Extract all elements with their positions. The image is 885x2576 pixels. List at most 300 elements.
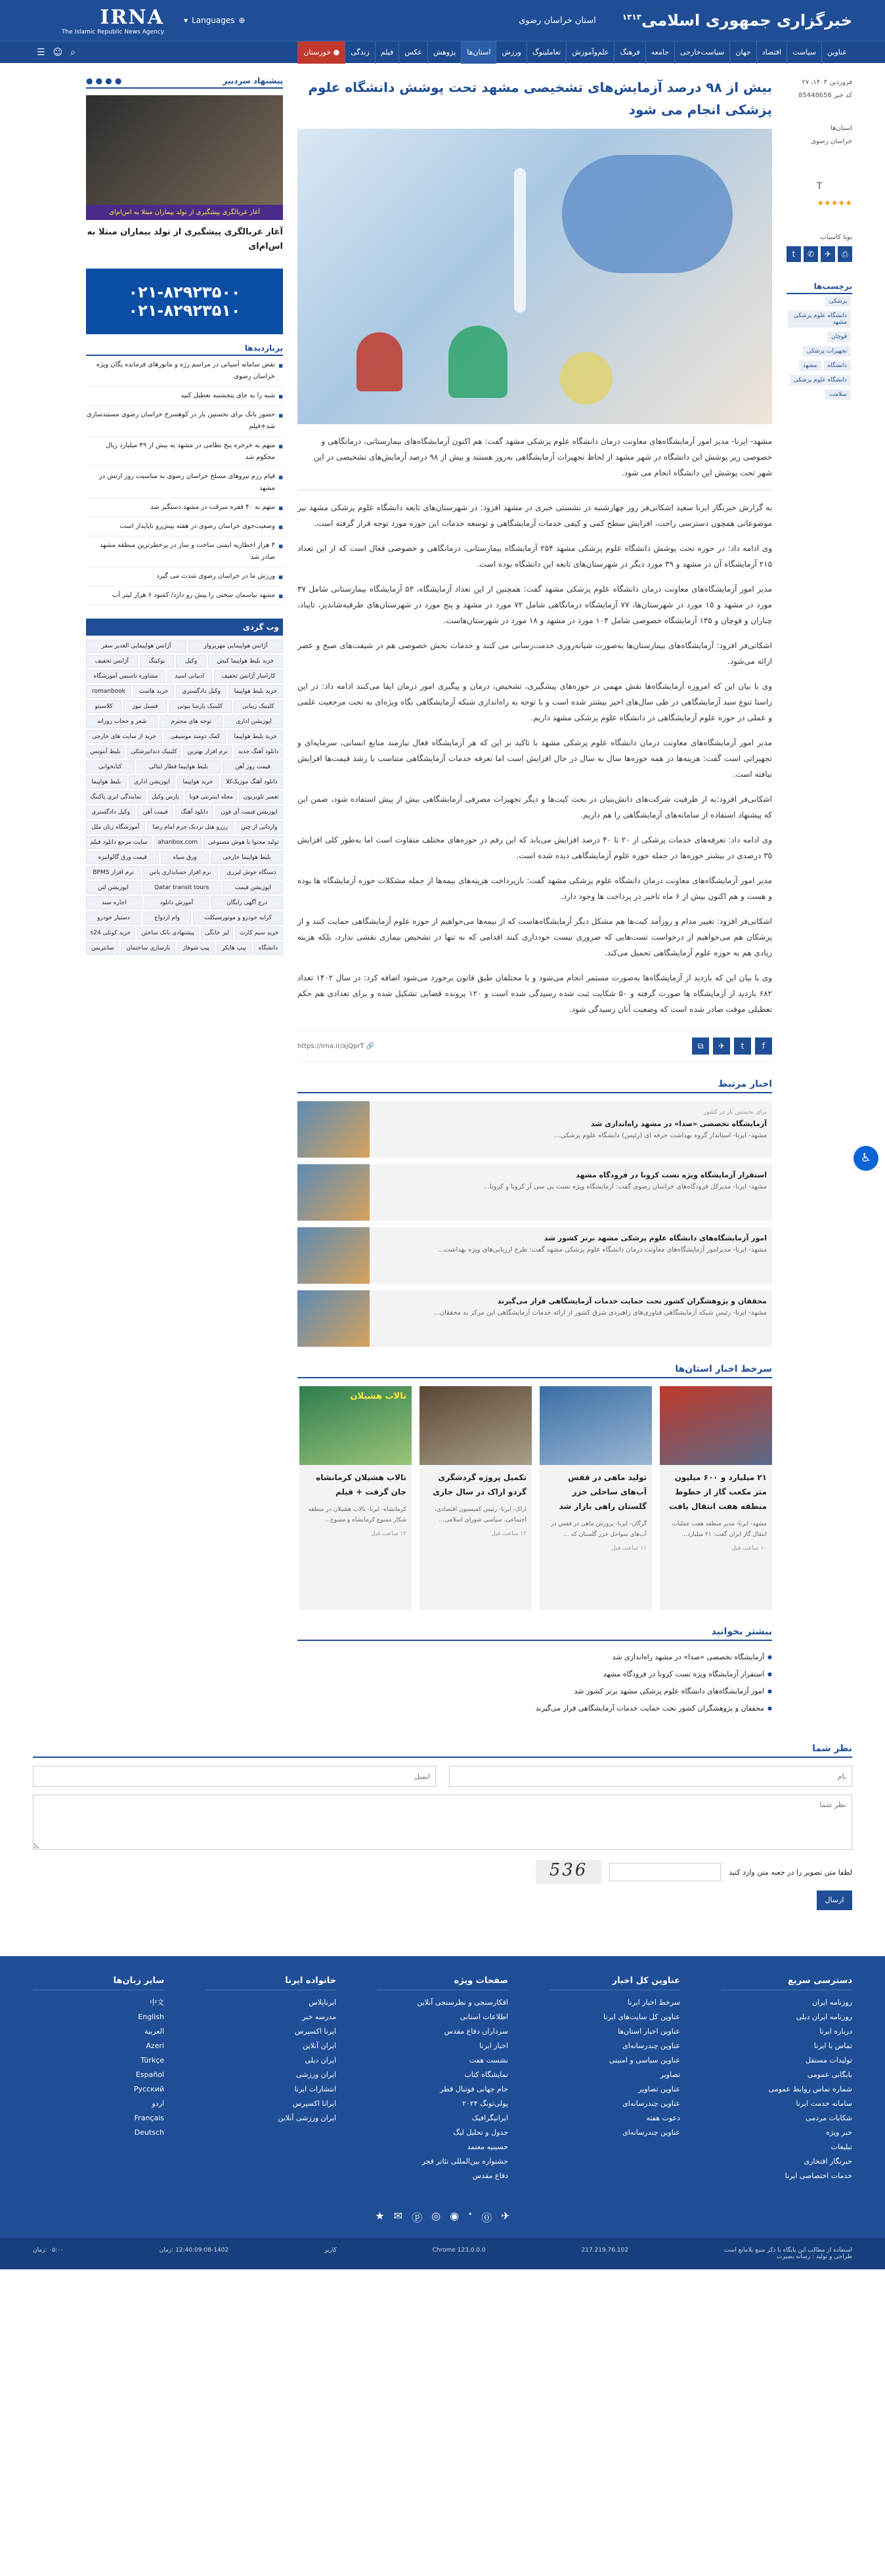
chevron-down-icon: ▾ bbox=[184, 16, 188, 25]
captcha-image: 536 bbox=[536, 1860, 601, 1884]
comments-title: نظر شما bbox=[33, 1743, 852, 1758]
footer-column bbox=[377, 1976, 508, 2183]
nav-item-13[interactable]: فیلم bbox=[375, 41, 399, 64]
related-text bbox=[378, 1227, 772, 1284]
ip-label: 217.219.76.102 bbox=[581, 2247, 629, 2254]
popular-title: پربازدیدها bbox=[244, 343, 283, 353]
headlines-title: سرخط اخبار استان‌ها bbox=[297, 1364, 772, 1378]
social-icon[interactable]: ◉ bbox=[450, 2210, 460, 2222]
captcha-input[interactable] bbox=[609, 1863, 721, 1881]
footer-link[interactable]: شکایات مردمی bbox=[806, 2114, 852, 2122]
nav-item-3[interactable]: جهان bbox=[729, 41, 756, 64]
web-link[interactable]: پیپ هایکر bbox=[217, 942, 251, 955]
web-link[interactable]: مجله اینترنتی فوتا bbox=[185, 791, 237, 804]
web-link[interactable]: بلیط هواپیما خارجی bbox=[211, 851, 283, 864]
web-link[interactable]: بوکینگ bbox=[140, 655, 174, 668]
web-link[interactable]: دانلود آهنگ موزیک‌کلا bbox=[221, 775, 283, 789]
related-title[interactable]: آزمایشگاه تخصصی «صدا» در مشهد راه‌اندازی شد bbox=[590, 1120, 767, 1128]
news-code: کد خبر 85448656 bbox=[798, 92, 852, 99]
related-list bbox=[297, 1101, 772, 1347]
footer-link[interactable]: خبرنگار افتخاری bbox=[804, 2157, 852, 2166]
footer-link[interactable]: عناوین اخبار استان‌ها bbox=[618, 2027, 680, 2036]
popular-item[interactable]: ■ شبه را به جای پنجشنبه تعطیل کنید bbox=[86, 387, 283, 406]
more-item[interactable]: ● استقرار آزمایشگاه ویژه تست کرونا در فرودگاه مشهد bbox=[297, 1666, 772, 1683]
web-link[interactable]: وکیل bbox=[176, 655, 206, 668]
footer-link[interactable]: عناوین چندرسانه‌ای bbox=[622, 2099, 680, 2108]
headline-time: ۱۲ ساعت قبل bbox=[371, 1531, 406, 1537]
suggested-title: پیشنهاد سردبیر bbox=[223, 76, 283, 85]
top-bar bbox=[0, 0, 885, 41]
web-link[interactable]: آموزشگاه زبان ملل bbox=[86, 821, 145, 834]
footer-link[interactable]: Türkçe bbox=[140, 2056, 164, 2064]
web-link[interactable]: romanbook bbox=[86, 685, 131, 698]
web-link[interactable]: آژانس هواپیمایی مهرپرواز bbox=[188, 640, 283, 653]
footer-link[interactable]: روزنامه ایران دیلی bbox=[796, 2013, 852, 2021]
nav-item-8[interactable]: تعاملینوگ bbox=[527, 41, 566, 64]
headline-image[interactable] bbox=[660, 1386, 772, 1465]
name-input[interactable] bbox=[449, 1766, 852, 1787]
province-label[interactable]: استان خراسان رضوی bbox=[519, 15, 596, 26]
web-link[interactable]: آموزش دانلود bbox=[144, 896, 209, 909]
tag-item[interactable]: قوچان bbox=[827, 332, 851, 342]
web-link[interactable]: وارداتی از چین bbox=[236, 821, 284, 834]
telegram-icon[interactable]: ✈ bbox=[713, 1037, 730, 1055]
footer-link[interactable]: اردو bbox=[152, 2099, 164, 2108]
web-link[interactable]: خرید از سایت های خارجی bbox=[86, 730, 162, 743]
footer-column bbox=[549, 1976, 680, 2183]
suggested-caption[interactable]: آغاز غربالگری پیشگیری از تولد بیماران مبتلا به اس‌ام‌ای bbox=[87, 227, 283, 251]
comment-textarea[interactable] bbox=[33, 1795, 852, 1850]
web-link[interactable]: پیشنهادی بانک ساختن bbox=[137, 927, 199, 940]
article-paragraph: مدیر امور آزمایشگاه‌های معاونت درمان دانشگاه علوم پزشکی مشهد گفت: همچنین از این تعداد آزمایشگاه، ۵۳ آزمایشگاه بیمارستانی شامل ۳۷ مورد در مشهد و ۱۵ مورد در شهرستان‌ها، ۷۷ آزمایشگاه درمانگاهی شامل ۷۲ مورد در مشهد و پنج مورد در شهرستان‌های طرقبه‌شاندیز، تایباد، چناران و قوچان و ۱۳۵ آزمایشگاه خصوصی شامل ۱۰۴ مورد در مشهد و ۱۸ مورد در شهرستان‌هاست. bbox=[297, 584, 773, 625]
tag-item[interactable]: مشهد bbox=[799, 360, 821, 371]
footer-link[interactable]: Pусский bbox=[133, 2085, 164, 2093]
web-link[interactable]: وام ازدواج bbox=[143, 911, 191, 925]
comment-form bbox=[33, 1743, 852, 1910]
related-summary: مشهد- ایرنا- مدیرکل فرودگاه‌های خراسان رضوی گفت: آزمایشگاه ویژه تست پی سی آر کرونا و کرونا... bbox=[483, 1183, 767, 1190]
footer-link[interactable]: دفاع مقدس bbox=[472, 2172, 508, 2180]
footer-link[interactable]: Deutsch bbox=[134, 2128, 164, 2137]
footer-link[interactable]: درباره ایرنا bbox=[819, 2027, 852, 2036]
web-link[interactable]: قیمت آهن bbox=[137, 806, 173, 819]
web-link[interactable]: کلاسیتو bbox=[86, 700, 121, 713]
related-text bbox=[378, 1290, 772, 1347]
headlines-list bbox=[297, 1386, 772, 1609]
social-icon[interactable]: ✉ bbox=[393, 2210, 403, 2222]
popular-list bbox=[86, 356, 283, 605]
headline-summary: گرگان- ایرنا- پرورش ماهی در قفس در آب‌های سواحل خزر گلستان که ... bbox=[551, 1521, 647, 1538]
article-paragraph: مدیر امور آزمایشگاه‌های معاونت درمان دانشگاه علوم پزشکی مشهد گفت: بازپرداخت هزینه‌های بیمه‌ها از جمله مشکلات حوزه آزمایشگاه ها بوده و هست و هم اکنون بیش از ۶ ماه تاخیر در پرداخت ها وجود دارد. bbox=[297, 876, 772, 901]
related-item[interactable] bbox=[297, 1101, 772, 1158]
web-link[interactable]: قیمت روز آهن bbox=[223, 760, 283, 774]
related-item[interactable] bbox=[297, 1227, 772, 1284]
footer-link[interactable]: عناوین چندرسانه‌ای bbox=[622, 2041, 680, 2050]
social-icon[interactable]: ✈ bbox=[501, 2210, 510, 2222]
footer-link[interactable]: بایگانی عمومی bbox=[807, 2070, 852, 2079]
footer-link[interactable]: ایران دیلی bbox=[305, 2056, 336, 2064]
footer-link[interactable]: ایران ورزشی bbox=[295, 2070, 336, 2079]
time-label: ۰۵:۰۰ :زمان bbox=[33, 2247, 64, 2254]
headline-image-text: تالاب هشیلان bbox=[350, 1391, 406, 1401]
footer-link[interactable]: ایرنا اکسپرس bbox=[294, 2027, 336, 2036]
accessibility-icon[interactable]: ♿ bbox=[853, 1146, 878, 1171]
article-paragraph: اشکانی‌فر افزود: آزمایشگاه‌های بیمارستان‌ها به‌صورت شبانه‌روزی خدمت‌رسانی می کنند و خدمات بخش خصوصی هم در شیفت‌های صبح و عصر ارائه می‌شود. bbox=[297, 641, 772, 666]
article-paragraph: اشکانی‌فر افزود: تغییر مدام و روزآمد کیت‌ها هم مشکل دیگر آزمایشگاه‌هاست که از بیمه‌ها می‌خواهیم از حوزه علوم آزمایشگاهی حمایت کنند و از پزشکان هم می‌خواهیم از درخواست تست‌هایی که ضروری نیست خودداری کنند اقدامی که نه تنها در تشخیص بیماری نقشی ندارد، بلکه هزینه زیادی هم به حوزه علوم آزمایشگاهی تحمیل می‌کند. bbox=[297, 917, 772, 957]
footer-link[interactable]: ایرانیگرافیک bbox=[471, 2114, 508, 2122]
nav-item-2[interactable]: اقتصاد bbox=[756, 41, 787, 64]
web-link[interactable]: دستیار خودرو bbox=[86, 911, 141, 925]
web-link[interactable]: اپوزیشن لتن bbox=[86, 881, 140, 894]
share-buttons bbox=[787, 246, 852, 262]
web-link[interactable]: توجه های محترم bbox=[160, 715, 223, 728]
web-link[interactable]: لیز خانگی bbox=[201, 927, 234, 940]
footer-link[interactable]: اطلاعات استانی bbox=[460, 2013, 508, 2021]
nav-item-9[interactable]: ورزش bbox=[496, 41, 526, 64]
more-title: بیشتر بخوانید bbox=[297, 1626, 772, 1641]
whatsapp-icon[interactable]: ✆ bbox=[804, 246, 818, 262]
headline-title[interactable]: تولید ماهی در قفس آب‌های ساحلی خزر گلستان راهی بازار شد bbox=[559, 1473, 647, 1511]
footer-link[interactable]: جدول و تحلیل لیگ bbox=[453, 2128, 508, 2137]
footer-link[interactable]: ایرانا اکسپرس bbox=[292, 2099, 336, 2108]
article-body bbox=[297, 500, 772, 1017]
footer-link[interactable]: Español bbox=[135, 2070, 164, 2079]
related-thumb[interactable] bbox=[297, 1227, 370, 1284]
footer-link[interactable]: شماره تماس روابط عمومی bbox=[768, 2085, 852, 2093]
email-input[interactable] bbox=[33, 1766, 436, 1787]
share-bar bbox=[297, 1030, 772, 1062]
language-selector[interactable]: ⊕ Languages ▾ bbox=[184, 16, 246, 25]
web-link[interactable]: خرید بلیط هواپیما bbox=[228, 730, 283, 743]
nav-item-1[interactable]: سیاست bbox=[787, 41, 821, 64]
nav-live[interactable]: ● خوزستان bbox=[297, 41, 345, 64]
captcha-label: لطفا متن تصویر را در جعبه متن وارد کنید bbox=[729, 1867, 852, 1877]
font-size-icon[interactable]: T bbox=[816, 181, 823, 192]
article-paragraph: اشکانی‌فر افزود‌:به از ظرفیت شرکت‌های دانش‌بنیان در بحث کیت‌ها و دیگر تجهیزات مصرفی آزمایشگاهی بیش از پیش استفاده شود، ضمن این که پیشنهاد استفاده از سامانه‌های آزمایشگاهی را هم داریم. bbox=[297, 795, 772, 819]
popular-item[interactable]: ■ وضعیت‌جوی خراسان رضوی در هفته پیش‌رو ناپایدار است bbox=[86, 517, 283, 536]
phone-banner[interactable]: ۰۲۱-۸۲۹۲۳۵۰۰ ۰۲۱-۸۲۹۲۳۵۱۰ bbox=[86, 269, 283, 334]
related-title[interactable]: محققان و پژوهشگران کشور تحت حمایت خدمات آزمایشگاهی قرار می‌گیرند bbox=[497, 1297, 767, 1305]
related-title: اخبار مرتبط bbox=[297, 1079, 772, 1093]
footer-link[interactable]: ایرناپلاس bbox=[309, 1998, 336, 2007]
web-link[interactable]: قیمت ورق گالوانیزه bbox=[86, 851, 159, 864]
link-icon: 🔗 bbox=[364, 1042, 375, 1050]
irna-logo[interactable]: IRNA The Islamic Republic News Agency bbox=[62, 5, 164, 35]
suggested-image[interactable]: آغاز غربالگری پیشگیری از تولد بیماران مبتلا به اس‌ام‌ای bbox=[86, 95, 283, 220]
footer-link[interactable]: پولی‌تونگ ۲۰۲۴ bbox=[462, 2099, 508, 2108]
web-link[interactable]: Qatar transit tours bbox=[142, 881, 221, 894]
web-links bbox=[86, 640, 283, 955]
footer-link[interactable]: انتشارات ایرنا bbox=[294, 2085, 336, 2093]
more-item[interactable]: ● محققان و پژوهشگران کشور تحت حمایت خدمات آزمایشگاهی قرار می‌گیرند bbox=[297, 1700, 772, 1717]
footer-link[interactable]: 中文 bbox=[150, 1998, 164, 2007]
print-icon[interactable]: ⎙ bbox=[838, 246, 852, 262]
web-link[interactable]: اپوزیشن اداری bbox=[225, 715, 283, 728]
footer-link[interactable]: سرداران دفاع مقدس bbox=[444, 2027, 508, 2036]
web-link[interactable]: دستگاه جوش لیزری bbox=[220, 866, 283, 879]
popular-item[interactable]: ■ نقض سامانه آسیاتی در مراسم رژه و مانورهای فرمانده یگان ویژه خراسان رضوی bbox=[86, 356, 283, 387]
headline-title[interactable]: تالاب هشیلان کرمانشاه جان گرفت + فیلم bbox=[316, 1473, 406, 1496]
popular-item[interactable]: ■ ۴ هزار اخطاریه ایمنی ساخت و ساز در پرخطرترین منطقه مشهد صادر شد bbox=[86, 536, 283, 567]
nav-item-5[interactable]: جامعه bbox=[645, 41, 674, 64]
footer-link[interactable]: خدمات اختصاصی ایرنا bbox=[785, 2172, 852, 2180]
headline-time: ۱۰ ساعت قبل bbox=[731, 1545, 767, 1552]
headline-summary: اراک- ایرنا- رئیس کمیسیون اقتصادی، اجتماعی، سیاسی شورای اسلامی... bbox=[435, 1506, 527, 1523]
social-icon[interactable]: ◎ bbox=[431, 2210, 441, 2222]
article-paragraph: وی با بیان این که بازدید از آزمایشگاه‌ها به‌صورت مستمر انجام می‌شود و با مختلفان طبق قانون برخورد می‌شود اضافه کرد: در سال ۱۴۰۲ تعداد ۶۸۲ بازدید از آزمایشگاه ها صورت گرفته و ۵۰ شکایت ثبت شده رسیدگی شده است و ۱۲۰ پرونده قضایی تشکیل شده و برای تعدادی هم حکم تعطیلی موقت صادر شده است که وضعیت آنان رسیدگی شود. bbox=[297, 973, 772, 1014]
more-item[interactable]: ● امور آزمایشگاه‌های دانشگاه علوم پزشکی مشهد برتر کشور شد bbox=[297, 1683, 772, 1700]
popular-item[interactable]: ■ قیام رزم نیروهای مسلح خراسان رضوی به مناسبت روز ارتش در مشهد bbox=[86, 468, 283, 498]
facebook-icon[interactable]: f bbox=[755, 1037, 772, 1055]
web-link[interactable]: خرید کوتلی s24 bbox=[86, 927, 135, 940]
footer-link[interactable]: افکارسنجی و نظرسنجی آنلاین bbox=[417, 1998, 508, 2007]
footer-link[interactable]: جشنواره بین‌المللی تئاتر فجر bbox=[421, 2157, 508, 2166]
web-link[interactable]: وکیل دادگستری bbox=[86, 806, 135, 819]
footer-link[interactable]: اخبار ایرنا bbox=[479, 2041, 508, 2050]
telegram-icon[interactable]: ✈ bbox=[821, 246, 835, 262]
related-summary: مشهد- ایرنا- استاندار گروه بهداشت حرفه ای (رئیس) دانشگاه علوم پزشکی... bbox=[554, 1132, 767, 1139]
web-link[interactable]: شعر و حجاب روزانه bbox=[86, 715, 158, 728]
web-link[interactable]: دانشگاه bbox=[253, 942, 283, 955]
article-paragraph: به گزارش خبرنگار ایرنا سعید اشکانی‌فر روز چهارشنبه در نشستی خبری در مشهد افزود: در شهرستان‌های تابعه دانشگاه علوم پزشکی مشهد نیز موضوعاتی همچون دسترسی راحت، افزایش سطح کمی و کیفی خدمات آزمایشگاهی و توسعه خدمات این حوزه مورد توجه قرار گرفته است. bbox=[297, 503, 772, 528]
article-lead: مشهد- ایرنا- مدیر امور آزمایشگاه‌های معاونت درمان دانشگاه علوم پزشکی مشهد گفت: هم اکنون آزمایشگاه‌های بیمارستانی، درمانگاهی و خصوصی زیر پوشش این دانشگاه در شهر مشهد از لحاظ تجهیزات آزمایشگاهی به‌روز هستند و بیش از ۹۸ درصد آزمایش‌های تشخیصی در این شهر تحت پوشش این دانشگاه انجام می‌ شود. bbox=[297, 433, 772, 491]
web-link[interactable]: کتابخوانی bbox=[86, 760, 135, 774]
footer-link[interactable]: ایران آنلاین bbox=[303, 2041, 336, 2050]
web-link[interactable]: کرایه خودرو و موتورسیکلت bbox=[193, 911, 283, 925]
social-icon[interactable]: ⓪ bbox=[481, 2212, 492, 2224]
footer-link[interactable]: English bbox=[138, 2013, 164, 2021]
footer-column bbox=[205, 1976, 336, 2183]
related-summary: مشهد- ایرنا- رئیس شبکه آزمایشگاهی فناوری‌های راهبردی شرق کشور از ارائه خدمات آزمایشگاهی این مرکز به محققان... bbox=[433, 1309, 767, 1317]
related-summary: مشهد- ایرنا- مدیرامور آزمایشگاه‌های معاونت درمان دانشگاه علوم پزشکی مشهد گفت: طرح ارزیابی‌های ویژه بهداشت... bbox=[437, 1246, 767, 1254]
footer-link[interactable]: مدرسه خبر bbox=[302, 2013, 336, 2021]
related-title[interactable]: استقرار آزمایشگاه ویژه تست کرونا در فرودگاه مشهد bbox=[576, 1171, 767, 1179]
web-link[interactable]: رزرو هتل نزدیک حرم امام رضا bbox=[147, 821, 234, 834]
headline-card[interactable] bbox=[420, 1386, 532, 1609]
web-link[interactable]: بلیط هواپیما قطار ایتالی bbox=[137, 760, 221, 774]
web-link[interactable]: ahanbox.com bbox=[154, 836, 202, 849]
headline-image[interactable] bbox=[540, 1386, 652, 1465]
rating-stars[interactable]: ★★★★★ bbox=[817, 198, 852, 207]
popular-item[interactable]: ■ متهم به ۴۰ فقره سرقت در مشهد دستگیر شد bbox=[86, 498, 283, 517]
web-link[interactable]: پارس وکیل bbox=[148, 791, 183, 804]
nav-item-6[interactable]: فرهنگ bbox=[614, 41, 645, 64]
related-text bbox=[378, 1164, 772, 1221]
tag-item[interactable]: تجهیزات پزشکی bbox=[803, 346, 851, 357]
tag-item[interactable]: دانشگاه bbox=[824, 360, 851, 371]
popular-item[interactable]: ■ متهم به خرخره پنج نظامی در مشهد به بیش از ۴۹ میلیارد ریال محکوم شد bbox=[86, 437, 283, 468]
headline-time: ۱۲ ساعت قبل bbox=[491, 1531, 527, 1537]
section-link[interactable]: استان‌ها bbox=[831, 125, 852, 132]
web-link[interactable]: دانلود آهنگ جدید bbox=[234, 745, 283, 758]
web-link[interactable]: آژانس هواپیمایی الغدیر سفر bbox=[86, 640, 186, 653]
footer-link[interactable]: خبر ویژه bbox=[826, 2128, 852, 2137]
web-link[interactable]: اپوزیشن قیمت bbox=[223, 881, 283, 894]
author-label: نوتا کاسیاب bbox=[820, 234, 852, 241]
web-link[interactable]: پیپ شوفاژ bbox=[177, 942, 214, 955]
social-links bbox=[33, 2210, 852, 2225]
social-icon[interactable]: ⓟ bbox=[412, 2212, 423, 2224]
nav-item-14[interactable]: زندگی bbox=[345, 41, 375, 64]
web-link[interactable]: بلیط هواپیما bbox=[86, 775, 127, 789]
footer-column-title: خانواده ایرنا bbox=[205, 1976, 336, 1990]
web-link[interactable]: تعمیر تلویزیون bbox=[239, 791, 283, 804]
headline-title[interactable]: تکمیل پروژه گردشگری گردو اراک در سال جاری bbox=[432, 1473, 527, 1496]
related-thumb[interactable] bbox=[297, 1290, 370, 1347]
headline-card[interactable] bbox=[540, 1386, 652, 1609]
social-icon[interactable]: ★ bbox=[375, 2210, 385, 2222]
web-link[interactable]: اپوزیشن قیمت آی فون bbox=[215, 806, 283, 819]
globe-icon: ⊕ bbox=[238, 16, 246, 25]
tag-item[interactable]: دانشگاه علوم پزشکی مشهد bbox=[788, 311, 851, 328]
article-paragraph: وی ادامه داد: تعرفه‌های خدمات پزشکی از ۲۰ تا ۴۰ درصد افزایش می‌یابد که این رقم در حوزه‌های مختلف متفاوت است اما به‌طور کلی افزایش ۳۵ درصدی در بیشتر حوزه‌ها در جمله حوزه علوم آزمایشگاهی دیده شده است. bbox=[297, 835, 773, 860]
footer-link[interactable]: ایران ورزشی آنلاین bbox=[278, 2114, 336, 2122]
article-image bbox=[297, 129, 772, 424]
web-link[interactable]: دانلود آهنگ bbox=[175, 806, 213, 819]
headline-title[interactable]: ۲۱ میلیارد و ۶۰۰ میلیون متر مکعب گاز از خطوط منطقه هفت انتقال یافت bbox=[669, 1473, 767, 1511]
tags-title: برچسب‌ها bbox=[787, 282, 852, 294]
footer-link[interactable]: سرخط اخبار ایرنا bbox=[628, 1998, 680, 2007]
web-link[interactable]: کلینیک زیبایی bbox=[234, 700, 283, 713]
web-link[interactable]: اپوزیشن اداری bbox=[129, 775, 176, 789]
brand-title[interactable]: خبرگزاری جمهوری اسلامی$^{۱۳۱۳}$ bbox=[622, 11, 852, 30]
footer-link[interactable]: Azeri bbox=[146, 2041, 164, 2050]
popular-item[interactable]: ■ مشهد نیاسمان سخنی را پیش رو دارد/ کمبود ۶ هزار لیتر آب bbox=[86, 586, 283, 605]
nav-item-0[interactable]: عناوین bbox=[821, 41, 852, 64]
web-link[interactable]: فسیل نیوز bbox=[123, 700, 167, 713]
related-title[interactable]: امور آزمایشگاه‌های دانشگاه علوم پزشکی مشهد برتر کشور شد bbox=[544, 1234, 767, 1242]
headline-card[interactable] bbox=[299, 1386, 412, 1609]
headline-summary: مشهد- ایرنا- مدیر منطقه هفت عملیات انتقال گاز ایران گفت: ۲۱ میلیارد... bbox=[672, 1521, 767, 1538]
footer-link[interactable]: روزنامه ایران bbox=[812, 1998, 852, 2007]
user-icon[interactable]: ☺ bbox=[53, 47, 63, 58]
nav-item-4[interactable]: سیاست‌خارجی bbox=[674, 41, 729, 64]
related-kicker: برای نخستین بار در کشور bbox=[703, 1109, 767, 1116]
browser-label: کاربر bbox=[324, 2247, 337, 2254]
headline-summary: کرمانشاه- ایرنا- تالاب هشیلان در منطقه شکار ممنوع کرمانشاه و ممنوع... bbox=[308, 1506, 406, 1523]
web-link[interactable]: خرید هواپیما bbox=[177, 775, 219, 789]
web-link[interactable]: خرید بلیط هواپیما bbox=[228, 685, 283, 698]
web-link[interactable]: نرم افزار حسابداری پاس bbox=[142, 866, 218, 879]
web-link[interactable]: سایت مرجع دانلود فیلم bbox=[86, 836, 152, 849]
nav-item-12[interactable]: عکس bbox=[399, 41, 427, 64]
web-link[interactable]: ادبیاتی اسید bbox=[167, 670, 212, 683]
web-link[interactable]: بازسازی ساختمان bbox=[121, 942, 175, 955]
footer-link[interactable]: عناوین کل سایت‌های ایرنا bbox=[603, 2013, 680, 2021]
web-link[interactable]: خرید بلیط هواپیما کیش bbox=[208, 655, 283, 668]
more-list bbox=[297, 1649, 772, 1717]
subsection-link[interactable]: خراسان رضوی bbox=[811, 138, 852, 145]
web-link[interactable]: کلینیک پارسا بیوتی bbox=[169, 700, 232, 713]
twitter-icon[interactable]: t bbox=[734, 1037, 751, 1055]
footer bbox=[0, 1956, 885, 2238]
nav-item-10[interactable]: استان‌ها bbox=[461, 41, 496, 64]
web-link[interactable]: اجاره سند bbox=[86, 896, 142, 909]
tag-item[interactable]: پزشکی bbox=[825, 296, 851, 307]
web-link[interactable]: ورق سیاه bbox=[161, 851, 209, 864]
related-item[interactable] bbox=[297, 1290, 772, 1347]
web-link[interactable]: بلیط آنتونس bbox=[86, 745, 125, 758]
nav-item-7[interactable]: علم‌وآموزش bbox=[566, 41, 614, 64]
article-meta-column bbox=[787, 76, 852, 1717]
footer-link[interactable]: تبلیغات bbox=[831, 2143, 852, 2151]
headline-image[interactable] bbox=[420, 1386, 532, 1465]
footer-link[interactable]: دعوت هفته bbox=[646, 2114, 680, 2122]
article-column bbox=[297, 76, 772, 1717]
more-item[interactable]: ● آزمایشگاه تخصصی «صدا» در مشهد راه‌اندازی شد bbox=[297, 1649, 772, 1666]
web-link[interactable]: درج آگهی رایگان bbox=[211, 896, 283, 909]
web-link[interactable]: خرید سیم‌ کارت bbox=[235, 927, 283, 940]
web-link[interactable]: نمایندگی ایزی پاکینگ bbox=[86, 791, 146, 804]
footer-column bbox=[33, 1976, 164, 2183]
headline-card[interactable] bbox=[660, 1386, 772, 1609]
popular-item[interactable]: ■ حضور بانک برای نخستین بار در کوهسرخ خراسان رضوی مستندسازی شد+فیلم bbox=[86, 406, 283, 437]
footer-link[interactable]: العربية bbox=[144, 2027, 164, 2036]
carousel-dots[interactable]: ● ● ● ● bbox=[86, 76, 122, 85]
load-label: 12:40:09:08-1402 :زمان bbox=[159, 2247, 229, 2254]
footer-link[interactable]: عناوین سیاسی و امنیتی bbox=[609, 2056, 680, 2064]
social-icon[interactable]: ᐩ bbox=[468, 2210, 473, 2222]
publish-date: فروردین ۱۴۰۳، ۲۷ bbox=[802, 79, 852, 86]
related-thumb[interactable] bbox=[297, 1101, 370, 1158]
footer-link[interactable]: سامانه خدمت ایرنا bbox=[796, 2099, 852, 2108]
menu-icon[interactable]: ☰ bbox=[37, 47, 45, 58]
web-link[interactable]: کمک دومند موسیقی bbox=[164, 730, 226, 743]
web-link[interactable]: خرید هاست bbox=[133, 685, 174, 698]
web-link[interactable]: کلینیک دندانپزشکی bbox=[127, 745, 181, 758]
related-item[interactable] bbox=[297, 1164, 772, 1221]
footer-link[interactable]: نمایشگاه کتاب bbox=[464, 2070, 508, 2079]
tags-list bbox=[787, 294, 852, 402]
submit-button[interactable]: ارسال bbox=[817, 1890, 852, 1910]
web-link[interactable]: سانتریس bbox=[86, 942, 119, 955]
footer-link[interactable]: عناوین چندرسانه‌ای bbox=[622, 2128, 680, 2137]
popular-item[interactable]: ■ ورزش ما در خراسان رضوی شدت می گیرد bbox=[86, 567, 283, 586]
footer-link[interactable]: نشست هفت bbox=[469, 2056, 508, 2064]
headline-time: ۱۱ ساعت قبل bbox=[611, 1545, 647, 1552]
web-link[interactable]: توليد محتوا با هوش مصنوعی bbox=[204, 836, 283, 849]
copy-icon[interactable]: ⧉ bbox=[692, 1037, 709, 1055]
footer-column-title: صفحات ویژه bbox=[377, 1976, 508, 1990]
client-label: Chrome 123.0.0.0 bbox=[432, 2247, 486, 2254]
twitter-icon[interactable]: t bbox=[787, 246, 801, 262]
main-nav bbox=[0, 41, 885, 63]
nav-item-11[interactable]: پژوهش bbox=[427, 41, 461, 64]
short-link[interactable]: 🔗 https://irna.ir/xjQprT bbox=[297, 1042, 375, 1050]
web-link[interactable]: مشاوره تاسیس آموزشگاه bbox=[86, 670, 165, 683]
footer-link[interactable]: عناوین تصاویر bbox=[638, 2085, 680, 2093]
article-paragraph: مدیر امور آزمایشگاه‌های معاونت درمان دانشگاه علوم پزشکی مشهد با تاکید بر این که هر آزمایشگاه فعال نیازمند منابع انسانی، سرمایه‌ای و تجهیزاتی است گفت: هزینه‌ها در همه حوزه‌ها سال به سال در حال افزایش است اما تعرفه خدمات آزمایشگاهی متناسب با رشد قیمت‌ها افزایش نیافته است. bbox=[297, 738, 772, 779]
web-link[interactable]: نرم افزار بهترین bbox=[183, 745, 232, 758]
headline-image[interactable] bbox=[299, 1386, 412, 1465]
search-icon[interactable]: ⌕ bbox=[70, 47, 76, 58]
footer-column-title: سایر زبان‌ها bbox=[33, 1976, 164, 1990]
footer-link[interactable]: حسینیه معتمد bbox=[467, 2143, 508, 2151]
article-paragraph: وی با بیان این که امروزه آزمایشگاه‌ها نقش مهمی در حوزه‌های پیشگیری، تشخیص، درمان و پیگیری امور درمان ایفا می‌کنند ادامه داد: در این راستا تنوع سبد آزمایشگاهی در طی سال‌های اخیر بیشتر شده است و با توجه به راه‌اندازی شبکه آزمایشگاهی نگاه ویژه‌ای به تحت مرجعیت علمی و عملی در حوزه علوم آزمایشگاهی در دانشگاه علوم پزشکی مشهد داریم. bbox=[297, 682, 772, 722]
footer-link[interactable]: تماس با ایرنا bbox=[813, 2041, 852, 2050]
tag-item[interactable]: سلامت bbox=[825, 389, 851, 400]
web-title: وب گردی bbox=[86, 619, 283, 636]
footer-link[interactable]: جام جهانی فوتبال قطر bbox=[440, 2085, 508, 2093]
footer-link[interactable]: تولیدات مستقل bbox=[805, 2056, 852, 2064]
web-link[interactable]: نرم افزار BPMS bbox=[86, 866, 140, 879]
footer-link[interactable]: Français bbox=[134, 2114, 164, 2122]
footer-link[interactable]: تصاویر bbox=[660, 2070, 680, 2079]
related-thumb[interactable] bbox=[297, 1164, 370, 1221]
tag-item[interactable]: دانشگاه علوم پزشکی bbox=[790, 375, 851, 385]
web-link[interactable]: کاراسار آژانس تخفیف bbox=[214, 670, 283, 683]
web-link[interactable]: وکیل دادگستری bbox=[176, 685, 227, 698]
web-link[interactable]: آژانس تخفیف bbox=[86, 655, 138, 668]
